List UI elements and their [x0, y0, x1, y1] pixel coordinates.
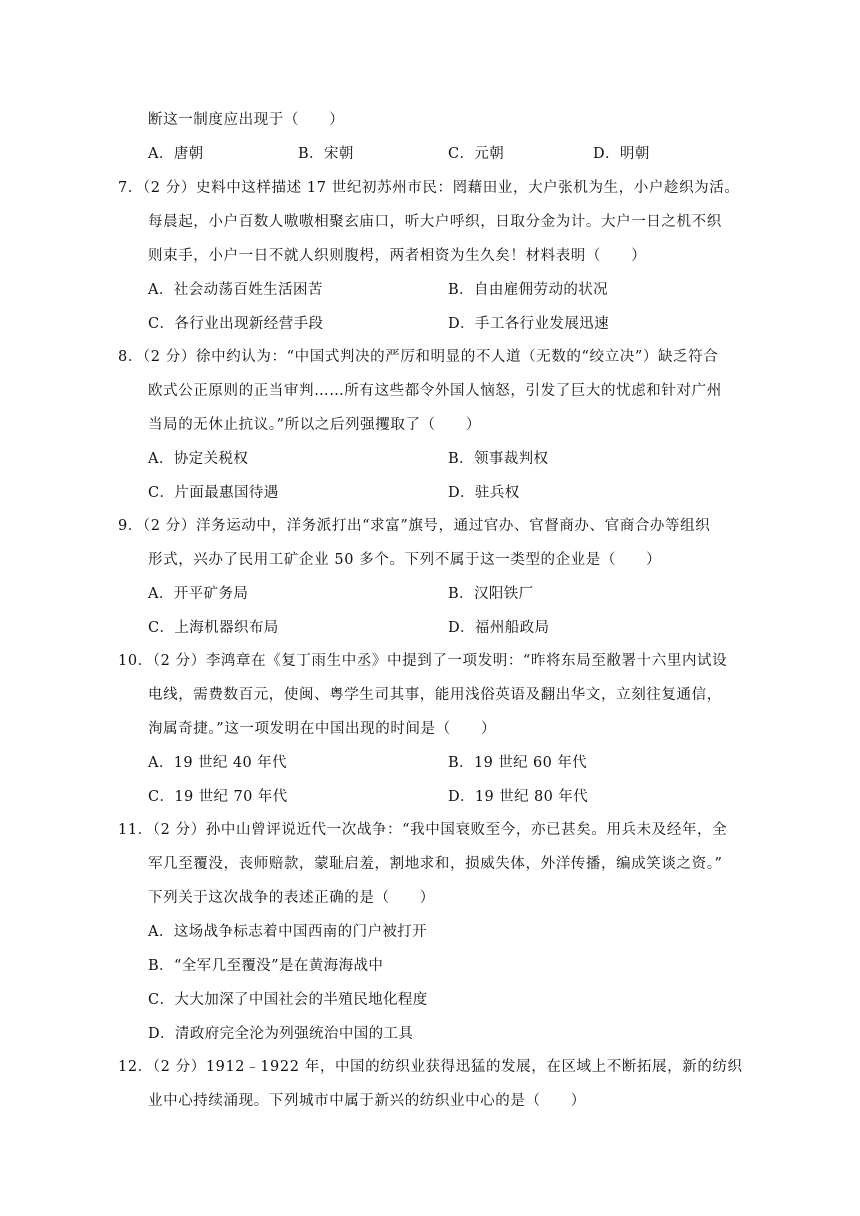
q11-option-b: B．“全军几至覆没”是在黄海海战中 — [148, 958, 384, 974]
q8-option-d: D．驻兵权 — [448, 485, 520, 501]
q11-option-a: A．这场战争标志着中国西南的门户被打开 — [148, 924, 428, 940]
q10-option-d: D．19 世纪 80 年代 — [448, 789, 589, 805]
q8-option-c: C．片面最惠国待遇 — [148, 485, 279, 501]
q9-option-b: B．汉阳铁厂 — [448, 586, 534, 602]
q6-option-c: C．元朝 — [448, 146, 505, 162]
question-11-line-3: 下列关于这次战争的表述正确的是（ ） — [148, 890, 435, 906]
q8-option-b: B．领事裁判权 — [448, 451, 549, 467]
q10-option-c: C．19 世纪 70 年代 — [148, 789, 288, 805]
question-7-line-1: 7．（2 分）史料中这样描述 17 世纪初苏州市民：罔藉田业，大户张机为生，小户趁织为活。 — [118, 180, 740, 196]
question-9-line-1: 9．（2 分）洋务运动中，洋务派打出“求富”旗号，通过官办、官督商办、官商合办等组织 — [118, 518, 711, 534]
q6-option-a: A．唐朝 — [148, 146, 204, 162]
q6-option-b: B．宋朝 — [298, 146, 354, 162]
q7-option-b: B．自由雇佣劳动的状况 — [448, 282, 609, 298]
q10-option-b: B．19 世纪 60 年代 — [448, 755, 588, 771]
question-8-line-2: 欧式公正原则的正当审判……所有这些都令外国人恼怒，引发了巨大的忧虑和针对广州 — [148, 383, 722, 399]
question-8-line-3: 当局的无休止抗议。”所以之后列强攫取了（ ） — [148, 417, 481, 433]
question-7-line-2: 每晨起，小户百数人嗷嗷相聚玄庙口，听大户呼织，日取分金为计。大户一日之机不织 — [148, 214, 722, 230]
question-8-line-1: 8．（2 分）徐中约认为：“中国式判决的严厉和明显的不人道（无数的“绞立决”）缺乏符合 — [118, 349, 719, 365]
q9-option-a: A．开平矿务局 — [148, 586, 249, 602]
q7-option-a: A．社会动荡百姓生活困苦 — [148, 282, 323, 298]
question-12-line-2: 业中心持续涌现。下列城市中属于新兴的纺织业中心的是（ ） — [148, 1093, 586, 1109]
question-11-line-2: 军几至覆没，丧师赔款，蒙耻启羞，割地求和，损威失体，外洋传播，编成笑谈之资。” — [148, 856, 723, 872]
q9-option-d: D．福州船政局 — [448, 620, 550, 636]
q11-option-d: D．清政府完全沦为列强统治中国的工具 — [148, 1026, 414, 1042]
q7-option-d: D．手工各行业发展迅速 — [448, 316, 610, 332]
q11-option-c: C．大大加深了中国社会的半殖民地化程度 — [148, 992, 428, 1008]
question-10-line-3: 洵属奇捷。”这一项发明在中国出现的时间是（ ） — [148, 721, 497, 737]
question-10-line-1: 10．（2 分）李鸿章在《复丁雨生中丞》中提到了一项发明：“昨将东局至敝署十六里内试设 — [118, 653, 728, 669]
question-6-continuation: 断这一制度应出现于（ ） — [148, 112, 345, 128]
q9-option-c: C．上海机器织布局 — [148, 620, 279, 636]
question-7-line-3: 则束手，小户一日不就人织则腹枵，两者相资为生久矣！材料表明（ ） — [148, 248, 647, 264]
question-10-line-2: 电线，需费数百元，使闽、粤学生司其事，能用浅俗英语及翻出华文，立刻往复通信， — [148, 687, 722, 703]
question-9-line-2: 形式，兴办了民用工矿企业 50 多个。下列不属于这一类型的企业是（ ） — [148, 552, 662, 568]
q10-option-a: A．19 世纪 40 年代 — [148, 755, 287, 771]
q6-option-d: D．明朝 — [593, 146, 650, 162]
question-12-line-1: 12．（2 分）1912﹣1922 年，中国的纺织业获得迅猛的发展，在区域上不断拓展，新的纺织 — [118, 1059, 743, 1075]
question-11-line-1: 11．（2 分）孙中山曾评说近代一次战争：“我中国衰败至今，亦已甚矣。用兵未及经年，全 — [118, 822, 728, 838]
q8-option-a: A．协定关税权 — [148, 451, 249, 467]
q7-option-c: C．各行业出现新经营手段 — [148, 316, 324, 332]
